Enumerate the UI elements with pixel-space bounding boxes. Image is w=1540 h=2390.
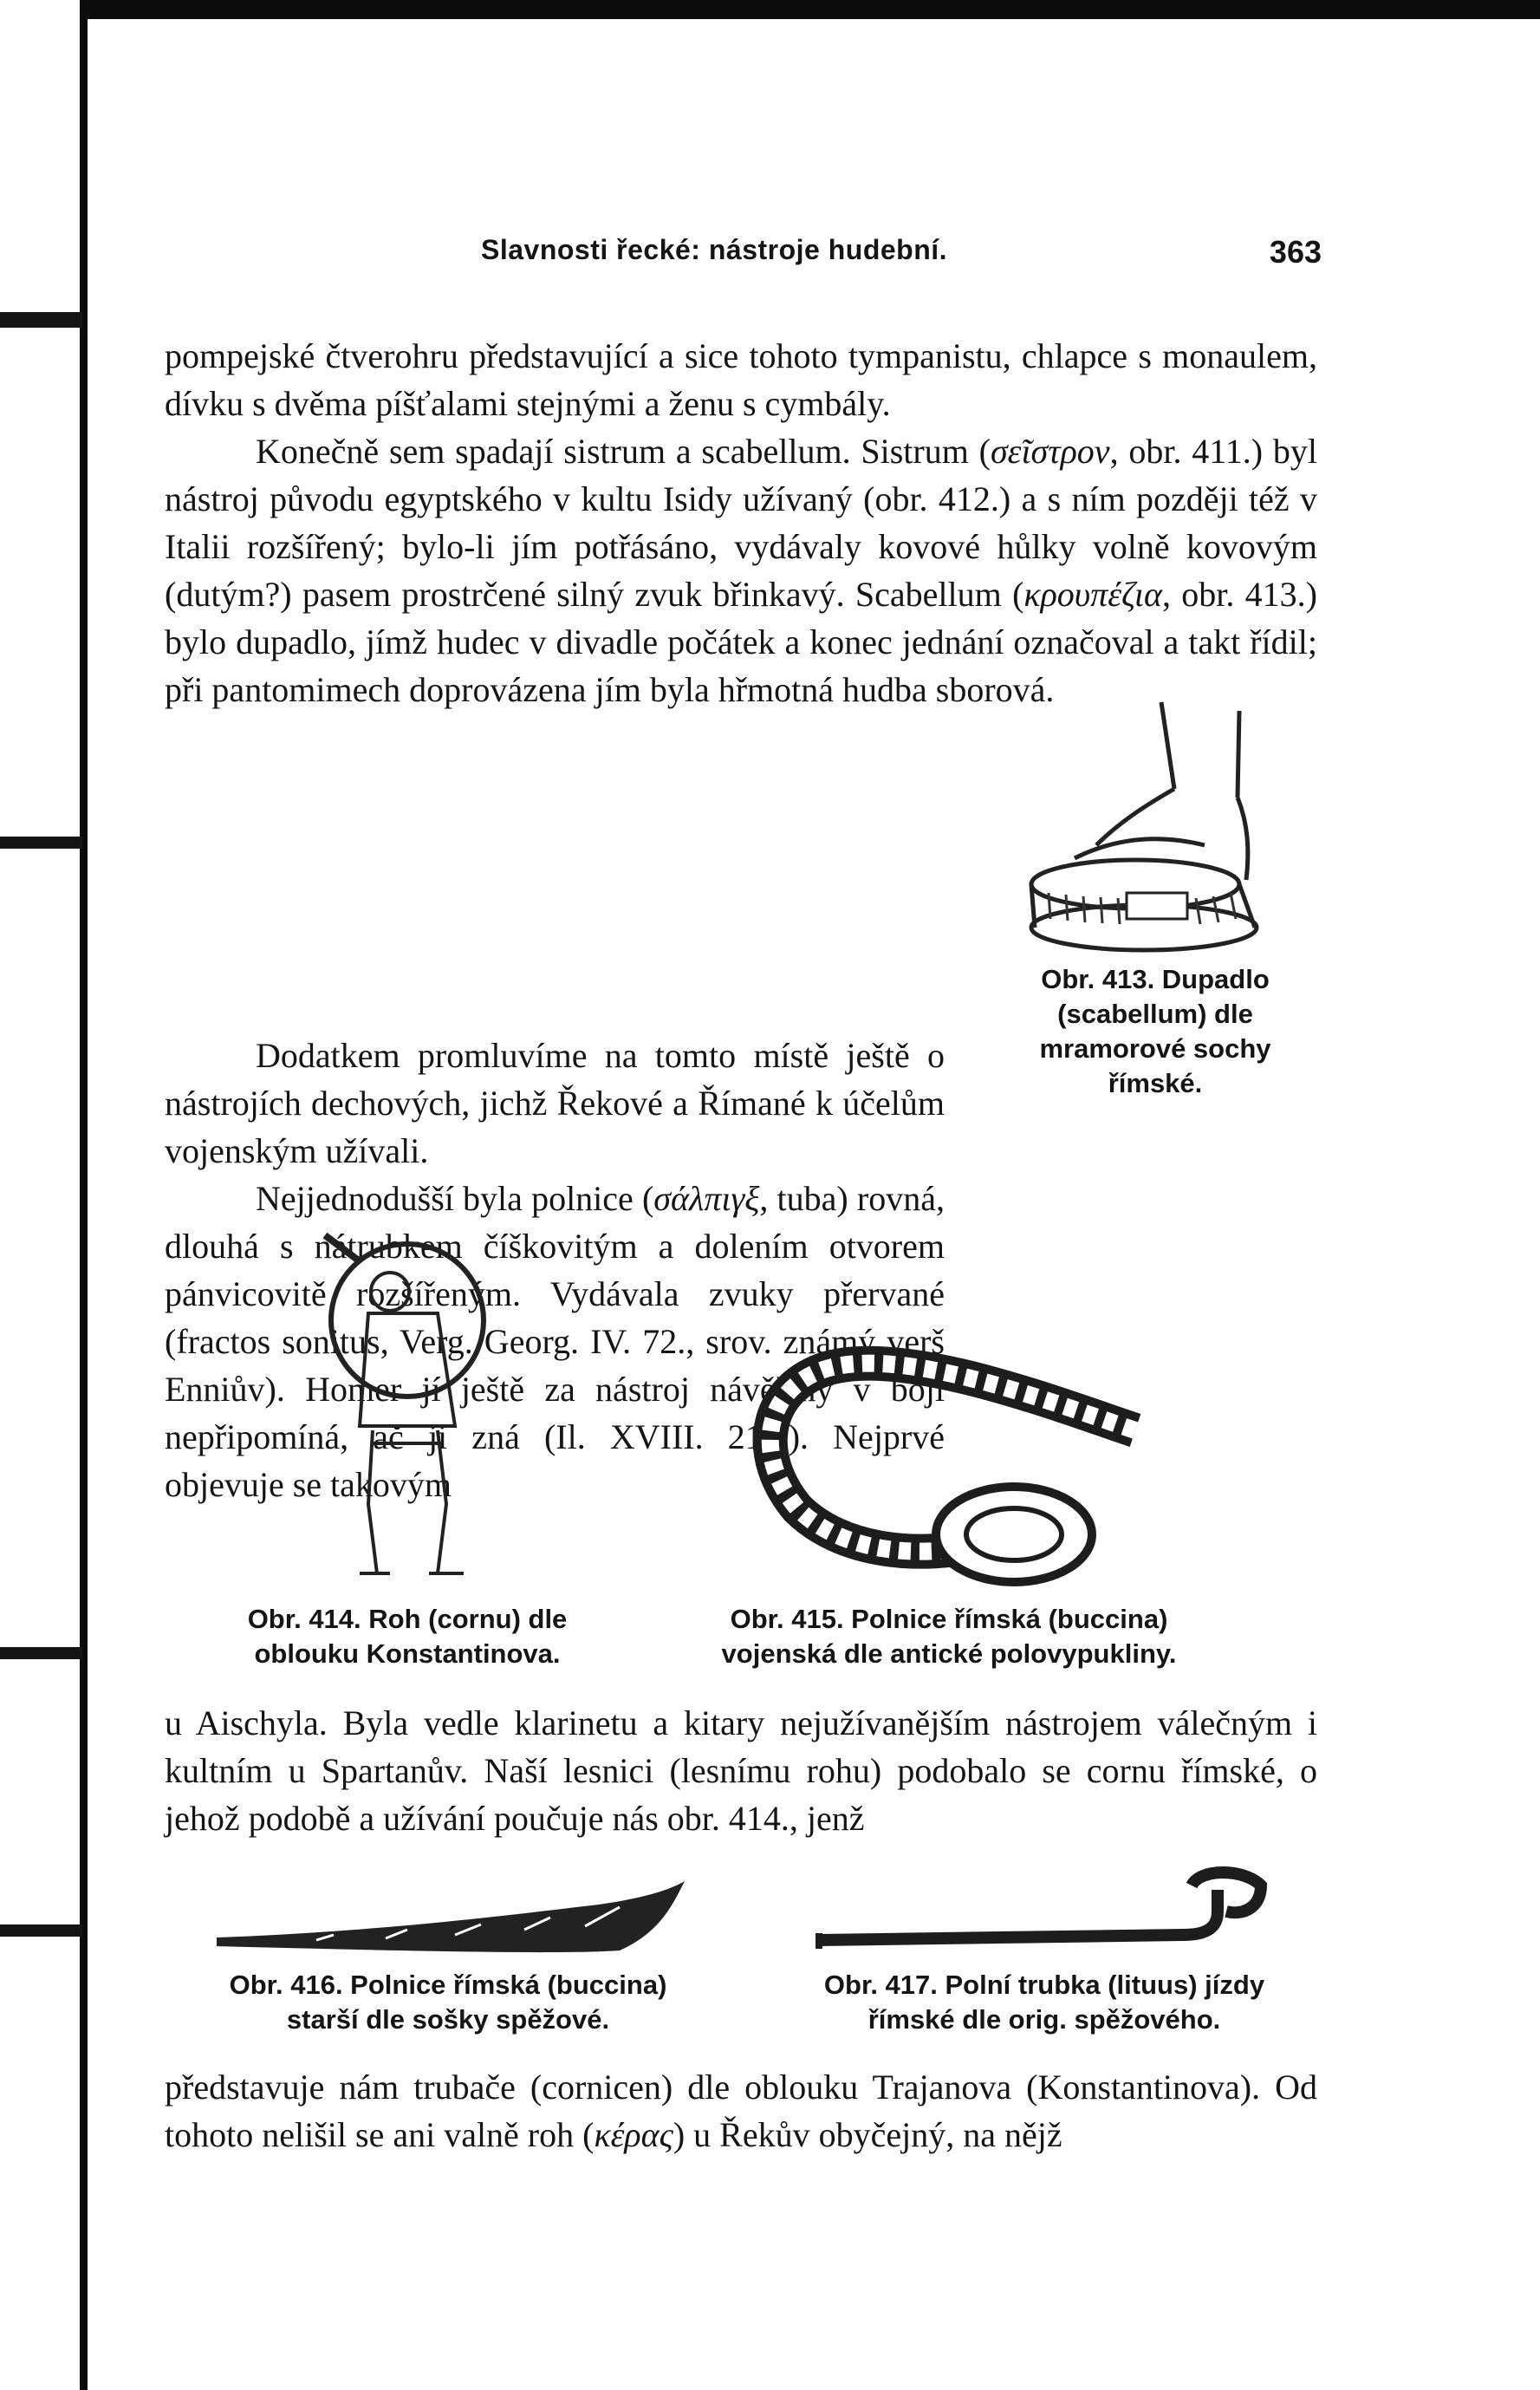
- figure-416-caption: Obr. 416. Polnice římská (buccina) starší dle sošky spěžové.: [229, 1970, 667, 2035]
- paragraph-3: Dodatkem promluvíme na tomto místě ještě o nástrojích dechových, jichž Řekové a Římané k účelům vojenským užívali.: [165, 1036, 945, 1170]
- text-block-5: [165, 1699, 1317, 1842]
- scan-mark: [0, 312, 82, 328]
- page-number: 363: [1269, 234, 1322, 270]
- greek-term: σάλπιγξ: [653, 1179, 760, 1218]
- running-head: Slavnosti řecké: nástroje hudební.: [481, 234, 948, 265]
- scan-mark: [0, 1924, 82, 1937]
- text-block-3: [165, 1032, 945, 1175]
- figure-413-caption: Obr. 413. Dupadlo (scabellum) dle mramorové sochy římské.: [1039, 964, 1271, 1098]
- greek-term: σεῖστρον: [990, 432, 1110, 471]
- paragraph-5: u Aischyla. Byla vedle klarinetu a kitary nejužívanějším nástrojem válečným i kultním u Spartanův. Naší lesnici (lesnímu rohu) podobalo se cornu římské, o jehož podobě a užívání poučuje nás obr. 414., jenž: [165, 1703, 1317, 1838]
- cornicen-illustration: [308, 1218, 507, 1582]
- scan-mark: [0, 837, 82, 849]
- paragraph-6: představuje nám trubače (cornicen) dle oblouku Trajanova (Konstantinova). Od tohoto nelišil se ani valně roh (κέρας) u Řekův obyčejný, na nějž: [165, 2068, 1317, 2154]
- scan-mark: [0, 1647, 82, 1659]
- scan-left-border: [80, 0, 88, 2390]
- figure-415-caption: Obr. 415. Polnice římská (buccina) vojenská dle antické polovypukliny.: [721, 1604, 1177, 1669]
- text-block-6: [165, 2063, 1317, 2159]
- paragraph-2: Konečně sem spadají sistrum a scabellum. Sistrum (σεῖστρον, obr. 411.) byl nástroj původu egyptského v kultu Isidy užívaný (obr. 412.) a s ním později též v Italii rozšířený; bylo-li jím potřásáno, vydávaly kovové hůlky volně kovovým (dutým?) pasem prostrčené silný zvuk břinkavý. Scabellum (κρουπέζια, obr. 413.) bylo dupadlo, jímž hudec v divadle počátek a konec jednání označoval a takt řídil; při pantomimech doprovázena jím byla hřmotná hudba sborová.: [165, 432, 1318, 709]
- buccina-illustration: [728, 1309, 1196, 1586]
- figure-417-caption: Obr. 417. Polní trubka (lituus) jízdy římské dle orig. spěžového.: [823, 1970, 1265, 2035]
- text-block-2: [165, 427, 1317, 713]
- paragraph-4: Nejjednodušší byla polnice (σάλπιγξ, tuba) rovná, dlouhá s nátrubkem číškovitým a dolením otvorem pánvicovitě rozšířeným. Vydávala zvuky přervané (fractos sonitus, Verg. Georg. IV. 72., srov. známý verš Enniův). Homer jí ještě za nástroj návěštný v boji nepřipomíná, ač ji zná (Il. XVIII. 219.). Nejprvé objevuje se takovým: [165, 1179, 945, 1504]
- scabellum-illustration: [1023, 694, 1274, 962]
- scan-margin: [0, 0, 87, 2390]
- figure-414-caption: Obr. 414. Roh (cornu) dle oblouku Konstantinova.: [247, 1604, 568, 1669]
- greek-term: κρουπέζια: [1023, 575, 1162, 614]
- lituus-illustration: [810, 1864, 1278, 1968]
- text-block-1: [165, 332, 1317, 427]
- page-header: [316, 234, 1322, 277]
- paragraph-1: pompejské čtverohru představující a sice tohoto tympanistu, chlapce s monaulem, dívku s dvěma píšťalami stejnými a ženu s cymbály.: [165, 336, 1317, 423]
- scan-top-border: [87, 0, 1540, 19]
- greek-term: κέρας: [594, 2115, 673, 2154]
- shell-trumpet-illustration: [212, 1872, 698, 1968]
